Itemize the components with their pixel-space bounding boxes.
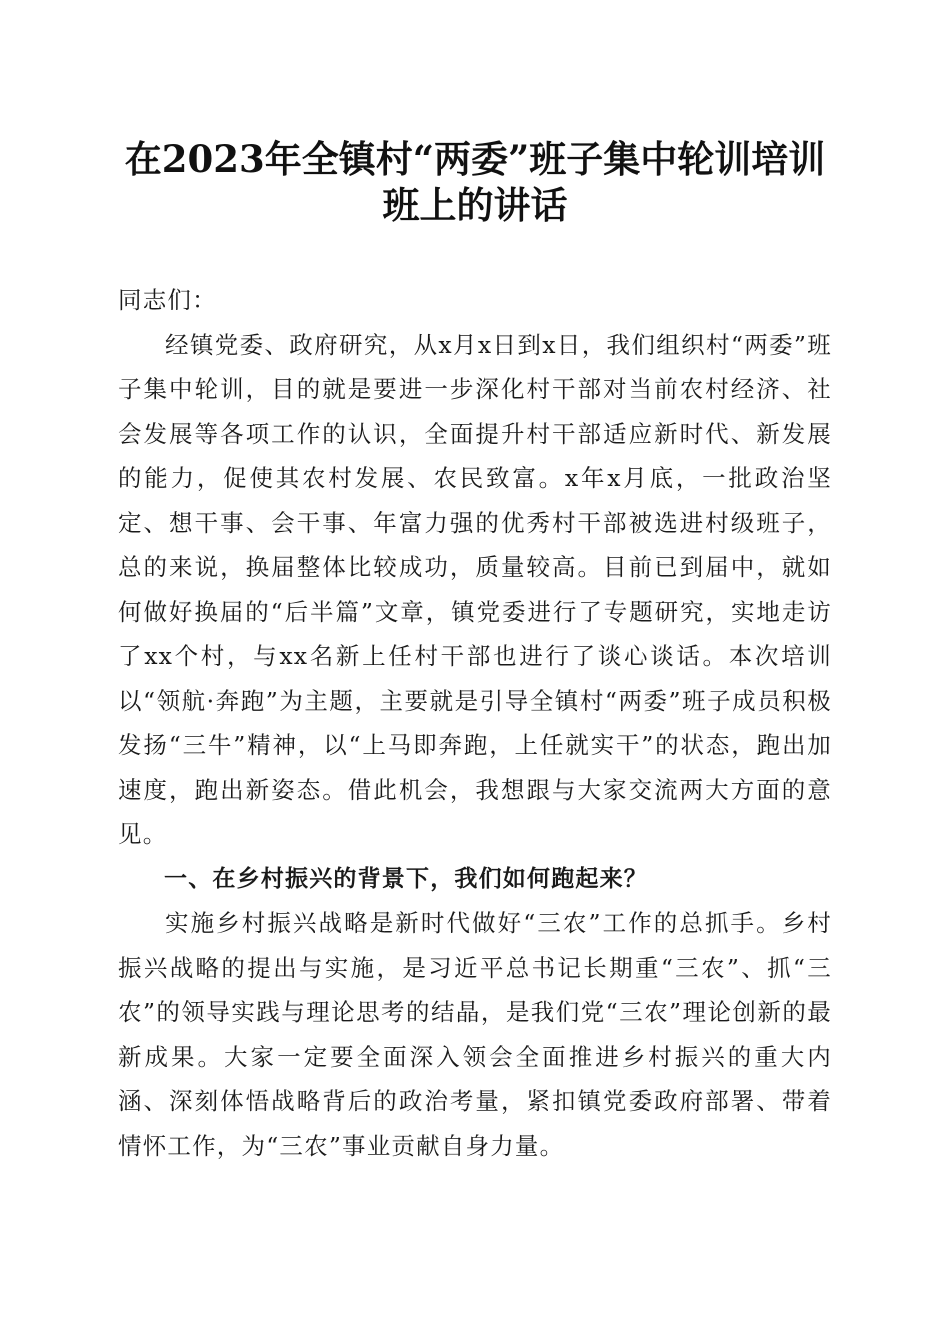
paragraph-section-1: 实施乡村振兴战略是新时代做好“三农”工作的总抓手。乡村振兴战略的提出与实施，是习近平总书记长期重“三农”、抓“三农”的领导实践与理论思考的结晶，是我们党“三农”理论创新的最新成果。大家一定要全面深入领会全面推进乡村振兴的重大内涵、深刻体悟战略背后的政治考量，紧扣镇党委政府部署、带着情怀工作，为“三农”事业贡献自身力量。 — [118, 909, 832, 1160]
title-line-1: 在2023年全镇村“两委”班子集中轮训培训 — [124, 137, 826, 181]
document-body — [118, 278, 832, 1168]
paragraph-intro: 经镇党委、政府研究，从x月x日到x日，我们组织村“两委”班子集中轮训，目的就是要进一步深化村干部对当前农村经济、社会发展等各项工作的认识，全面提升村干部适应新时代、新发展的能力，促使其农村发展、农民致富。x年x月底，一批政治坚定、想干事、会干事、年富力强的优秀村干部被选进村级班子，总的来说，换届整体比较成功，质量较高。目前已到届中，就如何做好换届的“后半篇”文章，镇党委进行了专题研究，实地走访了xx个村，与xx名新上任村干部也进行了谈心谈话。本次培训以“领航·奔跑”为主题，主要就是引导全镇村“两委”班子成员积极发扬“三牛”精神，以“上马即奔跑，上任就实干”的状态，跑出加速度，跑出新姿态。借此机会，我想跟与大家交流两大方面的意见。 — [118, 330, 832, 848]
document-title — [100, 136, 850, 228]
title-line-2: 班上的讲话 — [382, 183, 568, 227]
salutation: 同志们： — [118, 286, 217, 314]
section-heading-1: 一、在乡村振兴的背景下，我们如何跑起来？ — [164, 865, 648, 892]
